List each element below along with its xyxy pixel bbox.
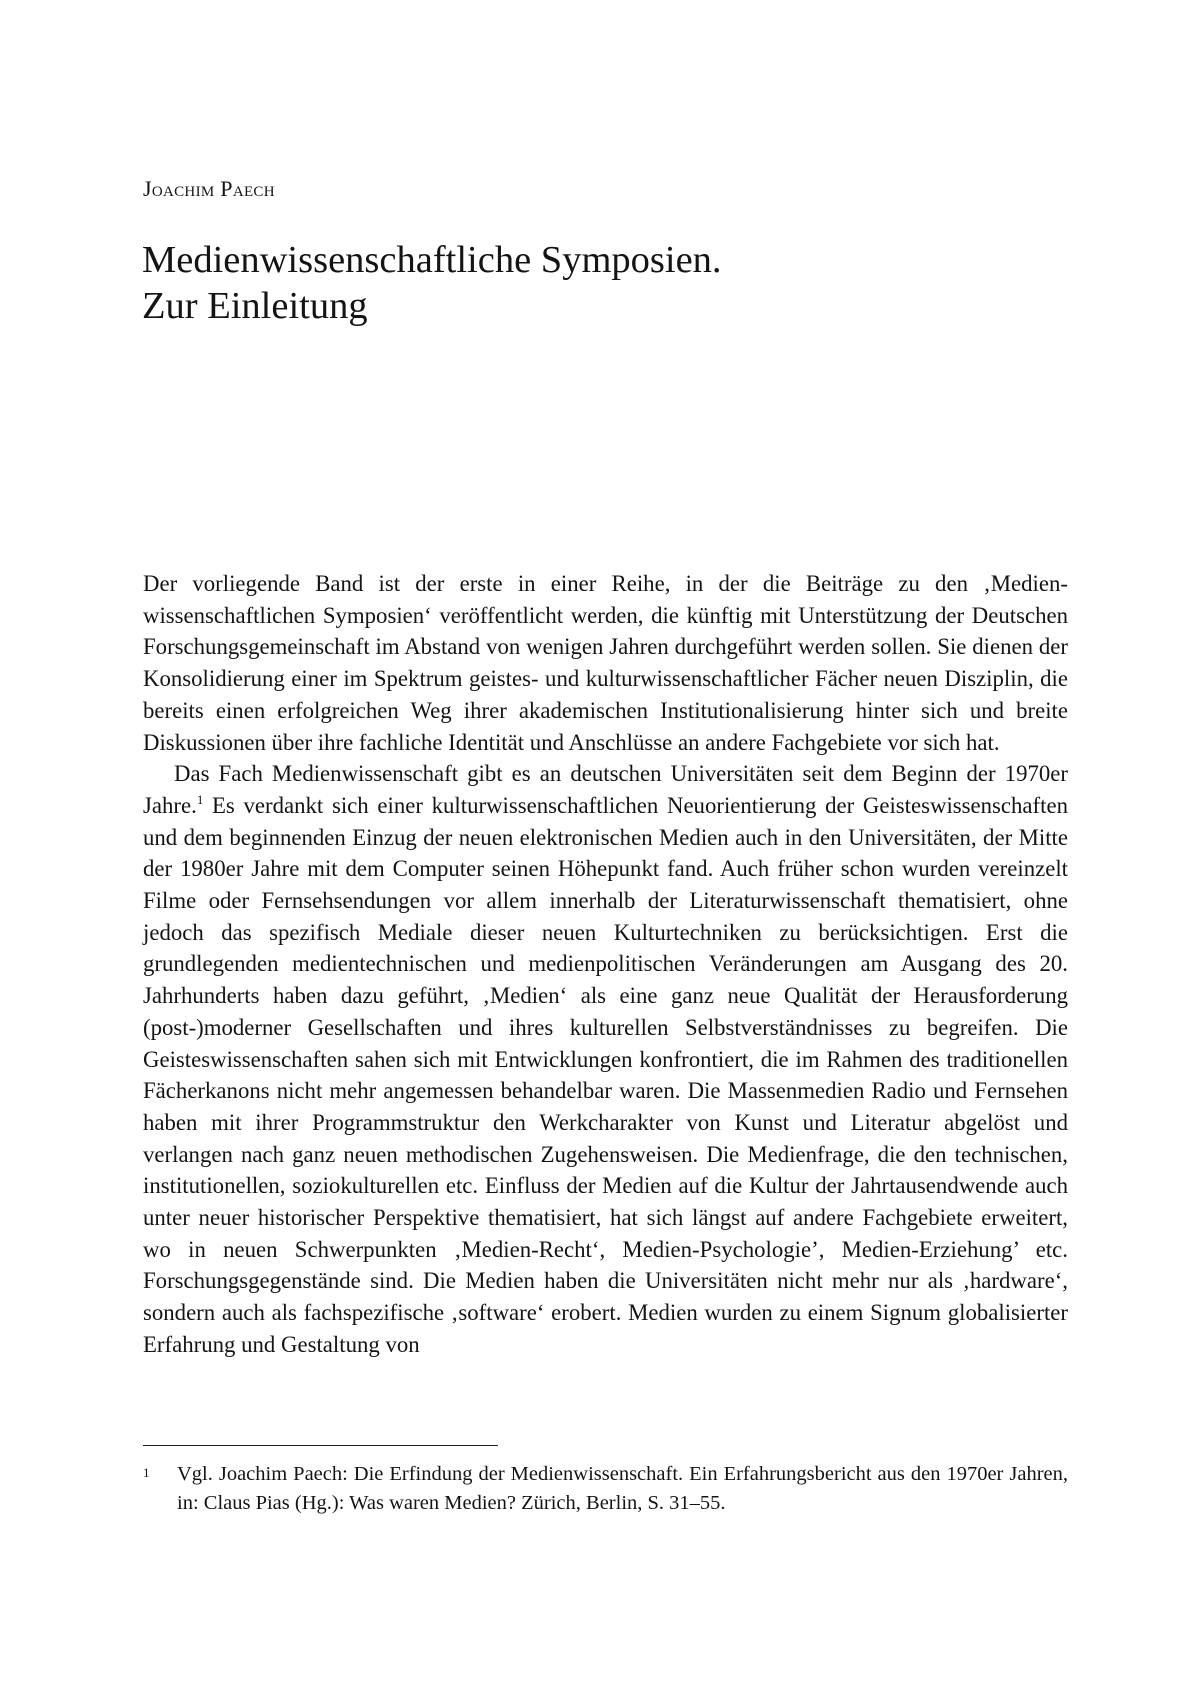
body-text xyxy=(143,568,1068,1361)
author-name: Joachim Paech xyxy=(143,176,275,201)
paragraph-2-start: Das Fach Medienwissenschaft gibt es an deutschen Universitäten seit dem Beginn der 1970er Jahre. xyxy=(143,761,1068,818)
paragraph-1: Der vorliegende Band ist der erste in einer Reihe, in der die Beiträge zu den ‚Medienwissenschaftlichen Symposien‘ veröffentlicht werden, die künftig mit Unterstützung der Deutschen Forschungsgemeinschaft im Abstand von wenigen Jahren durchgeführt werden sollen. Sie dienen der Konsolidierung einer im Spektrum geistes- und kulturwissenschaftlicher Fächer neuen Disziplin, die bereits einen erfolgreichen Weg ihrer akademischen Institutionalisierung hinter sich und breite Diskussionen über ihre fachliche Identität und Anschlüsse an andere Fachgebiete vor sich hat. xyxy=(143,571,1068,755)
paragraph-2 xyxy=(143,758,1068,1360)
footnote-number: 1 xyxy=(143,1465,150,1480)
footnote-reference: 1 xyxy=(196,791,204,807)
footnote-1 xyxy=(143,1460,1068,1518)
footnote-divider xyxy=(143,1445,498,1446)
chapter-title-line-1: Medienwissenschaftliche Symposien. xyxy=(142,239,722,281)
paragraph-2-rest: Es verdankt sich einer kulturwissenschaftlichen Neuorientierung der Geisteswissenschaften und dem beginnenden Einzug der neuen elektronischen Medien auch in den Universitäten, der Mitte der 1980er Jahre mit dem Computer seinen Höhepunkt fand. Auch früher schon wurden vereinzelt Filme oder Fernsehsendungen vor allem innerhalb der Literaturwissenschaft thematisiert, ohne jedoch das spezifisch Mediale dieser neuen Kulturtechniken zu berücksichtigen. Erst die grundlegenden medientechnischen und medienpolitischen Veränderungen am Ausgang des 20. Jahrhunderts haben dazu geführt, ‚Medien‘ als eine ganz neue Qualität der Herausforderung (post-)moderner Gesellschaften und ihres kulturellen Selbstverständnisses zu begreifen. Die Geisteswissenschaften sahen sich mit Entwicklungen konfrontiert, die im Rahmen des traditionellen Fächerkanons nicht mehr angemessen behandelbar waren. Die Massenmedien Radio und Fernsehen haben mit ihrer Programmstruktur den Werkcharakter von Kunst und Literatur abgelöst und verlangen nach ganz neuen methodischen Zugehensweisen. Die Medienfrage, die den technischen, institutionellen, soziokulturellen etc. Einfluss der Medien auf die Kultur der Jahrtausendwende auch unter neuer historischer Perspektive thematisiert, hat sich längst auf andere Fachgebiete erweitert, wo in neuen Schwerpunkten ‚Medien-Recht‘, Medien-Psychologie’, Medien-Erziehung’ etc. Forschungsgegenstände sind. Die Medien haben die Universitäten nicht mehr nur als ‚hardware‘, sondern auch als fachspezifische ‚software‘ erobert. Medien wurden zu einem Signum globalisierter Erfahrung und Gestaltung von xyxy=(143,792,1068,1357)
chapter-title-line-2: Zur Einleitung xyxy=(142,285,368,327)
footnote-text: Vgl. Joachim Paech: Die Erfindung der Medienwissenschaft. Ein Erfahrungsbericht aus den 1970er Jahren, in: Claus Pias (Hg.): Was waren Medien? Zürich, Berlin, S. 31–55. xyxy=(177,1463,1068,1514)
chapter-title xyxy=(142,237,1042,329)
